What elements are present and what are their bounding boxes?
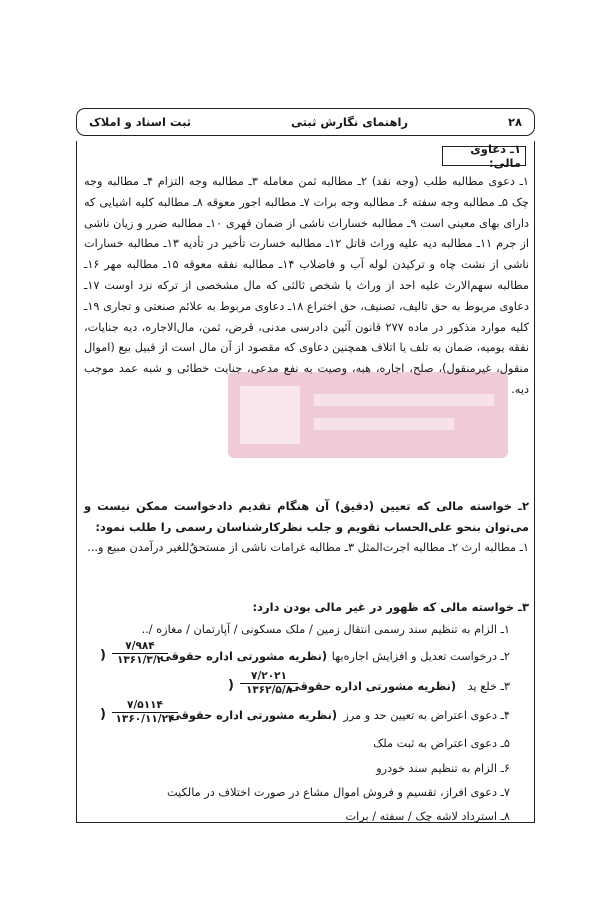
section2-body: ۱ـ مطالبه ارث ۲ـ مطالبه اجرت‌المثل ۳ـ مطالبه غرامات ناشی از مستحقٌ‌للغیر درآمدن مبیع و... (87, 541, 529, 554)
ref-date-2: ۱۳۶۲/۵/۸ (245, 684, 293, 696)
section3-item-5: ۵ـ دعوی اعتراض به ثبت ملک (373, 737, 510, 750)
section3-item-2: ۲ـ درخواست تعدیل و افزایش اجاره‌بها (331, 650, 510, 663)
ref-fraction-1 (112, 640, 168, 667)
section1-body: ۱ـ دعوی مطالبه طلب (وجه نقد) ۲ـ مطالبه ثمن معامله ۳ـ مطالبه وجه التزام ۴ـ مطالبه وجه چک ۵ـ مطالبه وجه سفته ۶ـ مطالبه وجه برات ۷ـ مطالبه اجور معوقه ۸ـ مطالبه کلیه اشیایی که دارای بهای معینی است ۹ـ مطالبه خسارات ناشی از ضمان قهری ۱۰ـ مطالبه ضرر و زیان ناشی از جرم ۱۱ـ مطالبه دیه علیه وراث قاتل ۱۲ـ مطالبه خسارت تأخیر در تأدیه ۱۳ـ مطالبه خسارات ناشی از نشت چاه و ترکیدن لوله آب و فاضلاب ۱۴ـ مطالبه نفقه معوقه ۱۵ـ مطالبه مهر ۱۶ـ مطالبه سهم‌الارث علیه احد از وراث یا شخص ثالثی که مال مشخصی از ترکه نزد اوست ۱۷ـ دعاوی مربوط به حق تالیف، تصنیف، حق اختراع ۱۸ـ دعاوی مربوط به علائم صنعتی و تجاری ۱۹ـ کلیه موارد مذکور در ماده ۲۷۷ قانون آئین دادرسی مدنی، قرض، ثمن، مال‌الاجاره، دیه جنایات، نفقه یومیه، ضمان به تلف یا اتلاف همچنین دعاوی که مقصود از آن مال است از قبیل بیع (اموال منقول، غیرمنقول)، صلح، اجاره، هبه، وصیت به نفع مدعی، جنایت خطائی و شبه عمد موجب دیه. (84, 175, 530, 396)
ref-label-3: (نظریه مشورتی اداره حقوقی (170, 709, 337, 722)
ref-close-paren-3: ) (100, 707, 106, 722)
ref-date-1: ۱۳۶۱/۳/۲ (116, 654, 164, 666)
section3-item-3: ۳ـ خلع ید (467, 680, 510, 693)
section3-item-7: ۷ـ دعوی افراز، تقسیم و فروش اموال مشاع در صورت اختلاف در مالکیت (167, 786, 510, 799)
ref-label-1: (نظریه مشورتی اداره حقوقی (160, 650, 327, 663)
section1-title: ۱ـ دعاوی مالی: (442, 146, 526, 166)
ref-close-paren-2: ) (228, 678, 234, 693)
ref-fraction-3 (112, 699, 178, 726)
chapter-title: ثبت اسناد و املاک (89, 115, 192, 129)
ref-date-3: ۱۳۶۰/۱۱/۲۴ (115, 713, 175, 725)
section3-item-8: ۸ـ استرداد لاشه چک / سفته / برات (345, 810, 510, 823)
ref-fraction-2 (240, 670, 298, 697)
ref-close-paren-1: ) (100, 648, 106, 663)
section3-item-1: ۱ـ الزام به تنظیم سند رسمی انتقال زمین / ملک مسکونی / آپارتمان / مغازه /.. (141, 623, 510, 636)
ref-number-1: ۷/۹۸۴ (112, 640, 168, 654)
ref-number-2: ۷/۲۰۲۱ (240, 670, 298, 684)
ref-number-3: ۷/۵۱۱۴ (112, 699, 178, 713)
section3-title: ۳ـ خواسته مالی که ظهور در غیر مالی بودن دارد: (252, 600, 529, 614)
section2-title: ۲ـ خواسته مالی که تعیین (دقیق) آن هنگام تقدیم دادخواست ممکن نیست و می‌توان بنحو علی‌الحساب تقویم و جلب نظرکارشناسان رسمی را طلب نمود: (84, 499, 529, 534)
section3-item-6: ۶ـ الزام به تنظیم سند خودرو (376, 762, 510, 775)
page-number: ۲۸ (507, 115, 522, 129)
ref-label-2: (نظریه مشورتی اداره حقوقی (289, 680, 456, 693)
page-header (76, 108, 535, 136)
section3-item-4: ۴ـ دعوی اعتراض به تعیین حد و مرز (343, 709, 510, 722)
book-title: راهنمای نگارش ثبتی (291, 115, 409, 129)
